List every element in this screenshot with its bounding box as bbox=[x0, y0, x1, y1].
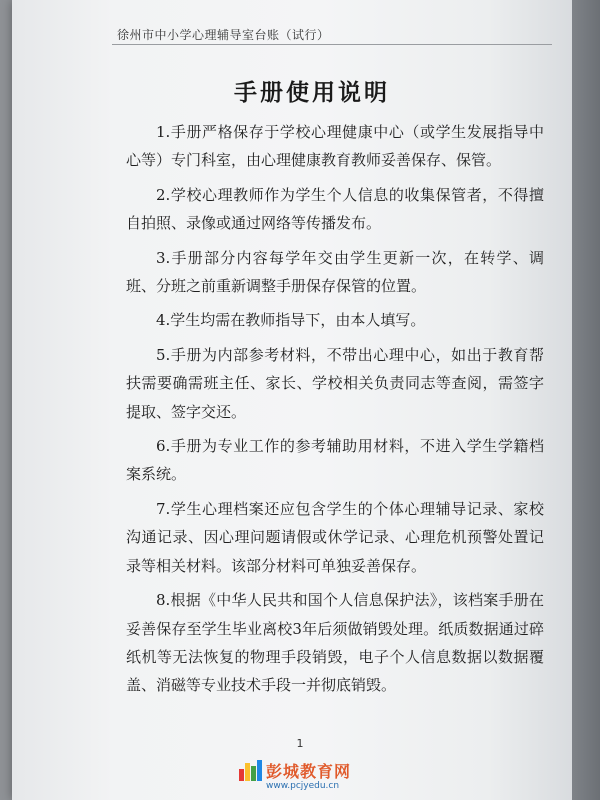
document-page bbox=[12, 0, 572, 800]
instruction-paragraph-6: 6.手册为专业工作的参考辅助用材料，不进入学生学籍档案系统。 bbox=[126, 437, 544, 484]
page-number: 1 bbox=[296, 737, 304, 750]
instruction-paragraph-1: 1.手册严格保存于学校心理健康中心（或学生发展指导中心等）专门科室，由心理健康教育教师妥善保存、保管。 bbox=[126, 123, 544, 170]
page-title: 手册使用说明 bbox=[234, 79, 390, 106]
instruction-paragraph-7: 7.学生心理档案还应包含学生的个体心理辅导记录、家校沟通记录、因心理问题请假或休学记录、心理危机预警处置记录等相关材料。该部分材料可单独妥善保存。 bbox=[126, 499, 544, 575]
watermark-site-name: 彭城教育网 bbox=[266, 762, 352, 781]
instructions-body bbox=[126, 118, 544, 700]
watermark-site-url: www.pcjyedu.cn bbox=[266, 781, 340, 791]
instruction-paragraph-2: 2.学校心理教师作为学生个人信息的收集保管者，不得擅自拍照、录像或通过网络等传播发布。 bbox=[126, 185, 544, 233]
instruction-paragraph-3: 3.手册部分内容每学年交由学生更新一次，在转学、调班、分班之前重新调整手册保存保管的位置。 bbox=[126, 248, 544, 296]
colored-bars-logo-icon bbox=[238, 757, 264, 783]
running-header: 徐州市中小学心理辅导室台账（试行） bbox=[117, 28, 330, 42]
background-edge bbox=[572, 0, 600, 800]
header-divider bbox=[112, 44, 552, 45]
site-watermark bbox=[238, 757, 378, 797]
instruction-paragraph-4: 4.学生均需在教师指导下，由本人填写。 bbox=[156, 311, 426, 330]
instruction-paragraph-8: 8.根据《中华人民共和国个人信息保护法》，该档案手册在妥善保存至学生毕业离校3年后须做销毁处理。纸质数据通过碎纸机等无法恢复的物理手段销毁，电子个人信息数据以数据覆盖、消磁等专业技术手段一并彻底销毁。 bbox=[126, 591, 544, 695]
instruction-paragraph-5: 5.手册为内部参考材料，不带出心理中心，如出于教育帮扶需要确需班主任、家长、学校相关负责同志等查阅，需签字提取、签字交还。 bbox=[126, 345, 544, 421]
